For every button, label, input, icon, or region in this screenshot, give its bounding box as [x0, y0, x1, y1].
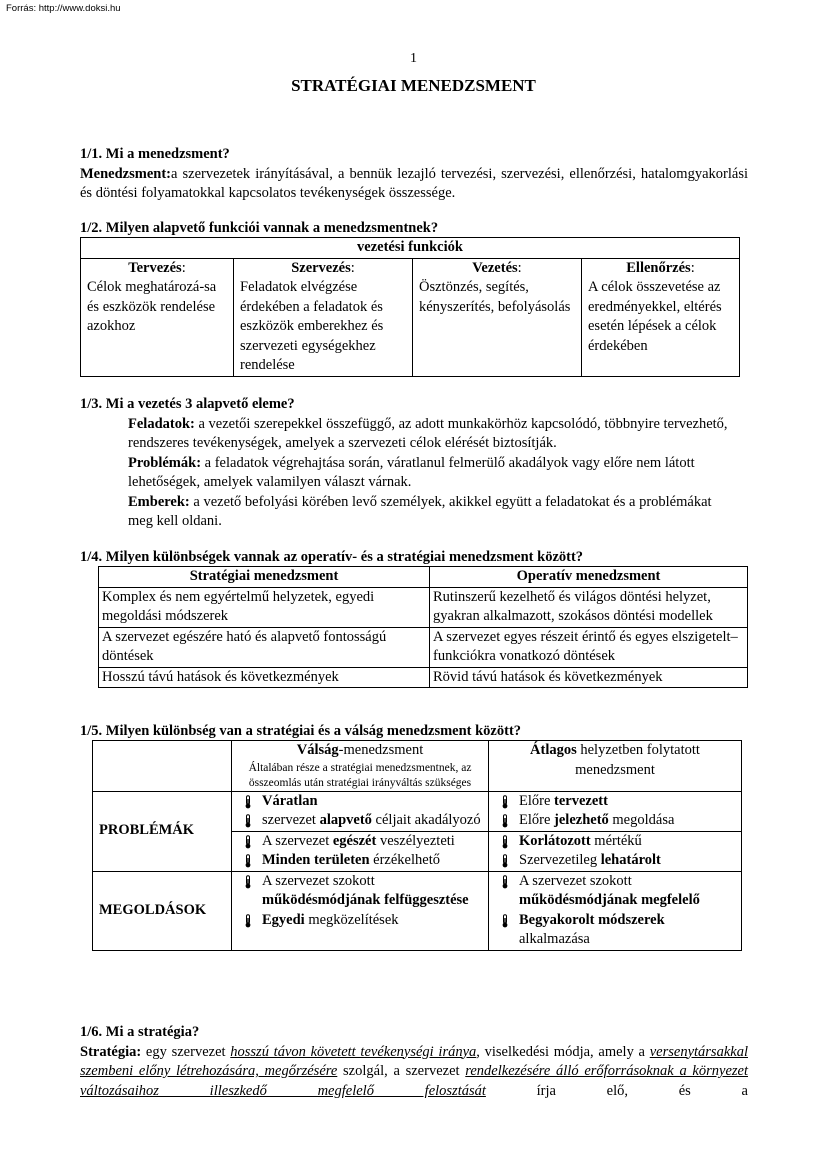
comparison-table [98, 566, 748, 688]
thermometer-icon [242, 854, 254, 868]
thermometer-icon [499, 914, 511, 928]
element-item: Problémák: a feladatok végrehajtása során, váratlanul felmerülő akadályok vagy előre nem látott lehetőségek, amelyek valamilyen választ várnak. [128, 454, 695, 490]
functions-table [80, 237, 740, 377]
thermometer-icon [242, 795, 254, 809]
table-cell: A szervezet egyes részeit érintő és egyes elszigetelt–funkciókra vonatkozó döntések [430, 627, 748, 667]
crisis-problems-a [232, 791, 489, 831]
heading-1-1: 1/1. Mi a menedzsment? [80, 146, 230, 162]
row-label-solutions: MEGOLDÁSOK [93, 871, 232, 950]
list-item: Minden területen érzékelhető [240, 851, 486, 871]
thermometer-icon [499, 875, 511, 889]
empty-corner [93, 741, 232, 792]
table-cell: Rövid távú hatások és következmények [430, 667, 748, 688]
function-cell: Vezetés: Ösztönzés, segítés, kényszerítés, befolyásolás [413, 258, 582, 376]
section-1-6 [80, 1023, 748, 1101]
page-title: STRATÉGIAI MENEDZSMENT [291, 76, 536, 95]
list-item: A szervezet egészét veszélyezteti [240, 832, 486, 852]
list-item: Egyedi megközelítések [240, 911, 486, 931]
section-1-3 [80, 395, 748, 532]
function-cell: Ellenőrzés: A célok összevetése az eredményekkel, eltérés esetén lépések a célok érdekében [582, 258, 740, 376]
crisis-header: Válság-menedzsment Általában része a stratégiai menedzsmentnek, az összeomlás után stratégiai irányváltás szükséges [232, 741, 489, 792]
thermometer-icon [242, 875, 254, 889]
heading-1-3: 1/3. Mi a vezetés 3 alapvető eleme? [80, 396, 295, 412]
list-item: Előre tervezett [497, 792, 739, 812]
column-header: Stratégiai menedzsment [99, 567, 430, 588]
thermometer-icon [242, 835, 254, 849]
thermometer-icon [242, 814, 254, 828]
function-cell: Tervezés: Célok meghatározá-sa és eszközök rendelése azokhoz [81, 258, 234, 376]
element-item: Emberek: a vezető befolyási körében levő személyek, akikkel együtt a feladatokat és a problémákat meg kell oldani. [128, 493, 712, 529]
list-item: Szervezetileg lehatárolt [497, 851, 739, 871]
table-row [99, 587, 748, 627]
normal-problems-b [489, 831, 742, 871]
table-cell: Rutinszerű kezelhető és világos döntési helyzet, gyakran alkalmazott, szokásos döntési modellek [430, 587, 748, 627]
list-item: Begyakorolt módszerek alkalmazása [497, 911, 739, 950]
table-cell: Hosszú távú hatások és következmények [99, 667, 430, 688]
normal-header: Átlagos helyzetben folytatott menedzsment [489, 741, 742, 792]
heading-1-6: 1/6. Mi a stratégia? [80, 1024, 200, 1040]
thermometer-icon [499, 835, 511, 849]
heading-1-4: 1/4. Milyen különbségek vannak az operatív- és a stratégiai menedzsment között? [80, 549, 584, 565]
source-url: Forrás: http://www.doksi.hu [6, 3, 121, 14]
list-item: Előre jelezhető megoldása [497, 811, 739, 831]
table-row [99, 667, 748, 688]
crisis-table [92, 740, 742, 951]
thermometer-icon [499, 854, 511, 868]
crisis-solutions [232, 871, 489, 950]
table-row [99, 627, 748, 667]
column-header: Operatív menedzsment [430, 567, 748, 588]
thermometer-icon [242, 914, 254, 928]
heading-1-5: 1/5. Milyen különbség van a stratégiai és a válság menedzsment között? [80, 723, 522, 739]
thermometer-icon [499, 814, 511, 828]
heading-1-2: 1/2. Milyen alapvető funkciói vannak a menedzsmentnek? [80, 220, 439, 236]
list-item: szervezet alapvető céljait akadályozó [240, 811, 486, 831]
crisis-problems-b [232, 831, 489, 871]
normal-solutions [489, 871, 742, 950]
table-cell: A szervezet egészére ható és alapvető fontosságú döntések [99, 627, 430, 667]
table-cell: Komplex és nem egyértelmű helyzetek, egyedi megoldási módszerek [99, 587, 430, 627]
list-item: A szervezet szokott működésmódjának felfüggesztése [240, 872, 486, 911]
definition-menedzsment: Menedzsment:a szervezetek irányításával, a bennük lezajló tervezési, szervezési, ellenőrzési, hatalomgyakorlási és döntési folyamatokkal kapcsolatos tevékenységek összessége. [80, 165, 748, 201]
row-label-problems: PROBLÉMÁK [93, 791, 232, 871]
functions-table-title: vezetési funkciók [81, 238, 740, 259]
element-item: Feladatok: a vezetői szerepekkel összefüggő, az adott munkakörhöz kapcsolódó, többnyire tervezhető, rendszeres tevékenységek, amelyek a szervezeti célok elérését biztosítják. [128, 415, 728, 451]
list-item: A szervezet szokott működésmódjának megfelelő [497, 872, 739, 911]
list-item: Váratlan [240, 792, 486, 812]
normal-problems-a [489, 791, 742, 831]
definition-strategia: Stratégia: egy szervezet hosszú távon követett tevékenységi iránya, viselkedési módja, amely a versenytársakkal szembeni előny létrehozására, megőrzésére szolgál, a szervezet rendelkezésére álló erőforrásoknak a környezet változásaihoz illeszkedő megfelelő felosztását írja elő, és a [80, 1043, 748, 1099]
function-cell: Szervezés: Feladatok elvégzése érdekében a feladatok és eszközök emberekhez és szervezeti egységekhez rendelése [234, 258, 413, 376]
section-1-1 [80, 145, 748, 204]
thermometer-icon [499, 795, 511, 809]
page-number: 1 [410, 51, 417, 66]
list-item: Korlátozott mértékű [497, 832, 739, 852]
